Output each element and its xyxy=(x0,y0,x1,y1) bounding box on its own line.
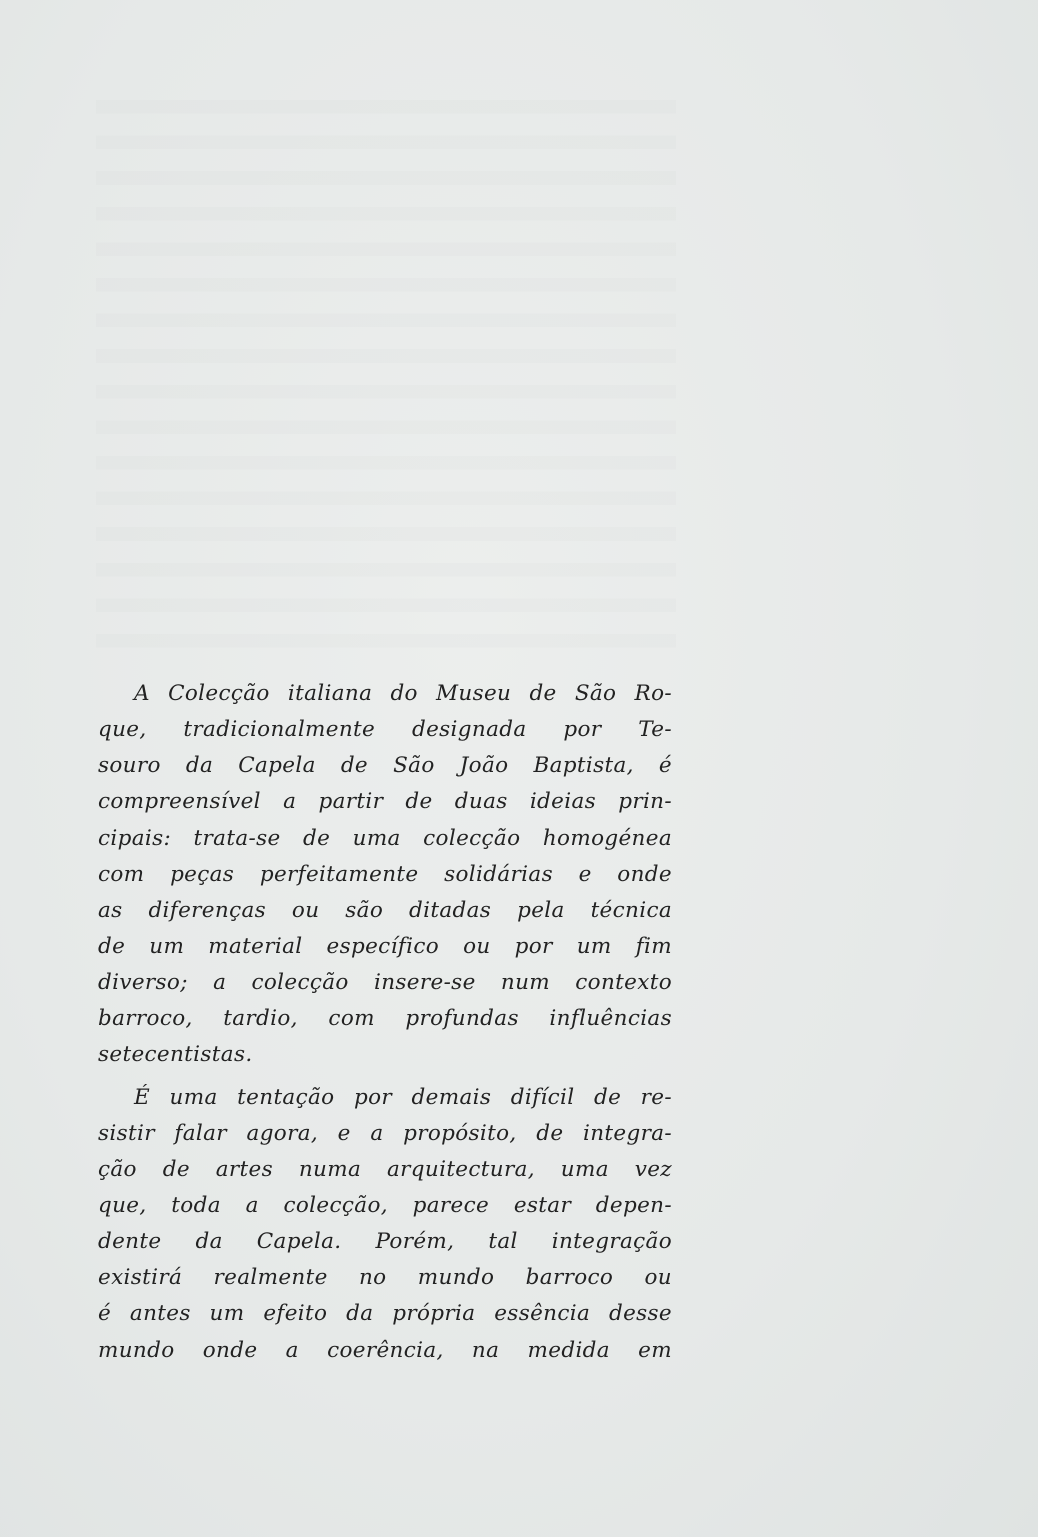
text-line: dente da Capela. Porém, tal integração xyxy=(98,1229,672,1255)
text-line: existirá realmente no mundo barroco ou xyxy=(98,1265,672,1291)
text-line: sistir falar agora, e a propósito, de integra- xyxy=(98,1120,672,1146)
text-line: souro da Capela de São João Baptista, é xyxy=(98,753,672,779)
text-line: barroco, tardio, com profundas influências xyxy=(98,1006,672,1032)
text-line: as diferenças ou são ditadas pela técnica xyxy=(98,897,672,923)
text-line: que, tradicionalmente designada por Te- xyxy=(98,717,672,743)
text-line: diverso; a colecção insere-se num contexto xyxy=(98,970,672,996)
text-line: mundo onde a coerência, na medida em xyxy=(98,1337,672,1363)
text-line: setecentistas. xyxy=(98,1042,253,1068)
text-line: A Colecção italiana do Museu de São Ro- xyxy=(134,681,672,706)
paragraph-1 xyxy=(98,676,672,1074)
text-line: que, toda a colecção, parece estar depen- xyxy=(98,1192,672,1218)
text-line: compreensível a partir de duas ideias prin- xyxy=(98,789,672,815)
text-line: com peças perfeitamente solidárias e onde xyxy=(98,861,672,887)
body-text xyxy=(98,676,672,1369)
text-line: de um material específico ou por um fim xyxy=(98,933,672,959)
paragraph-2 xyxy=(98,1080,672,1369)
text-line: É uma tentação por demais difícil de re- xyxy=(134,1084,672,1110)
text-line: é antes um efeito da própria essência desse xyxy=(98,1301,672,1327)
text-line: ção de artes numa arquitectura, uma vez xyxy=(98,1156,672,1182)
show-through-text xyxy=(96,78,676,668)
text-line: cipais: trata-se de uma colecção homogénea xyxy=(98,825,672,851)
